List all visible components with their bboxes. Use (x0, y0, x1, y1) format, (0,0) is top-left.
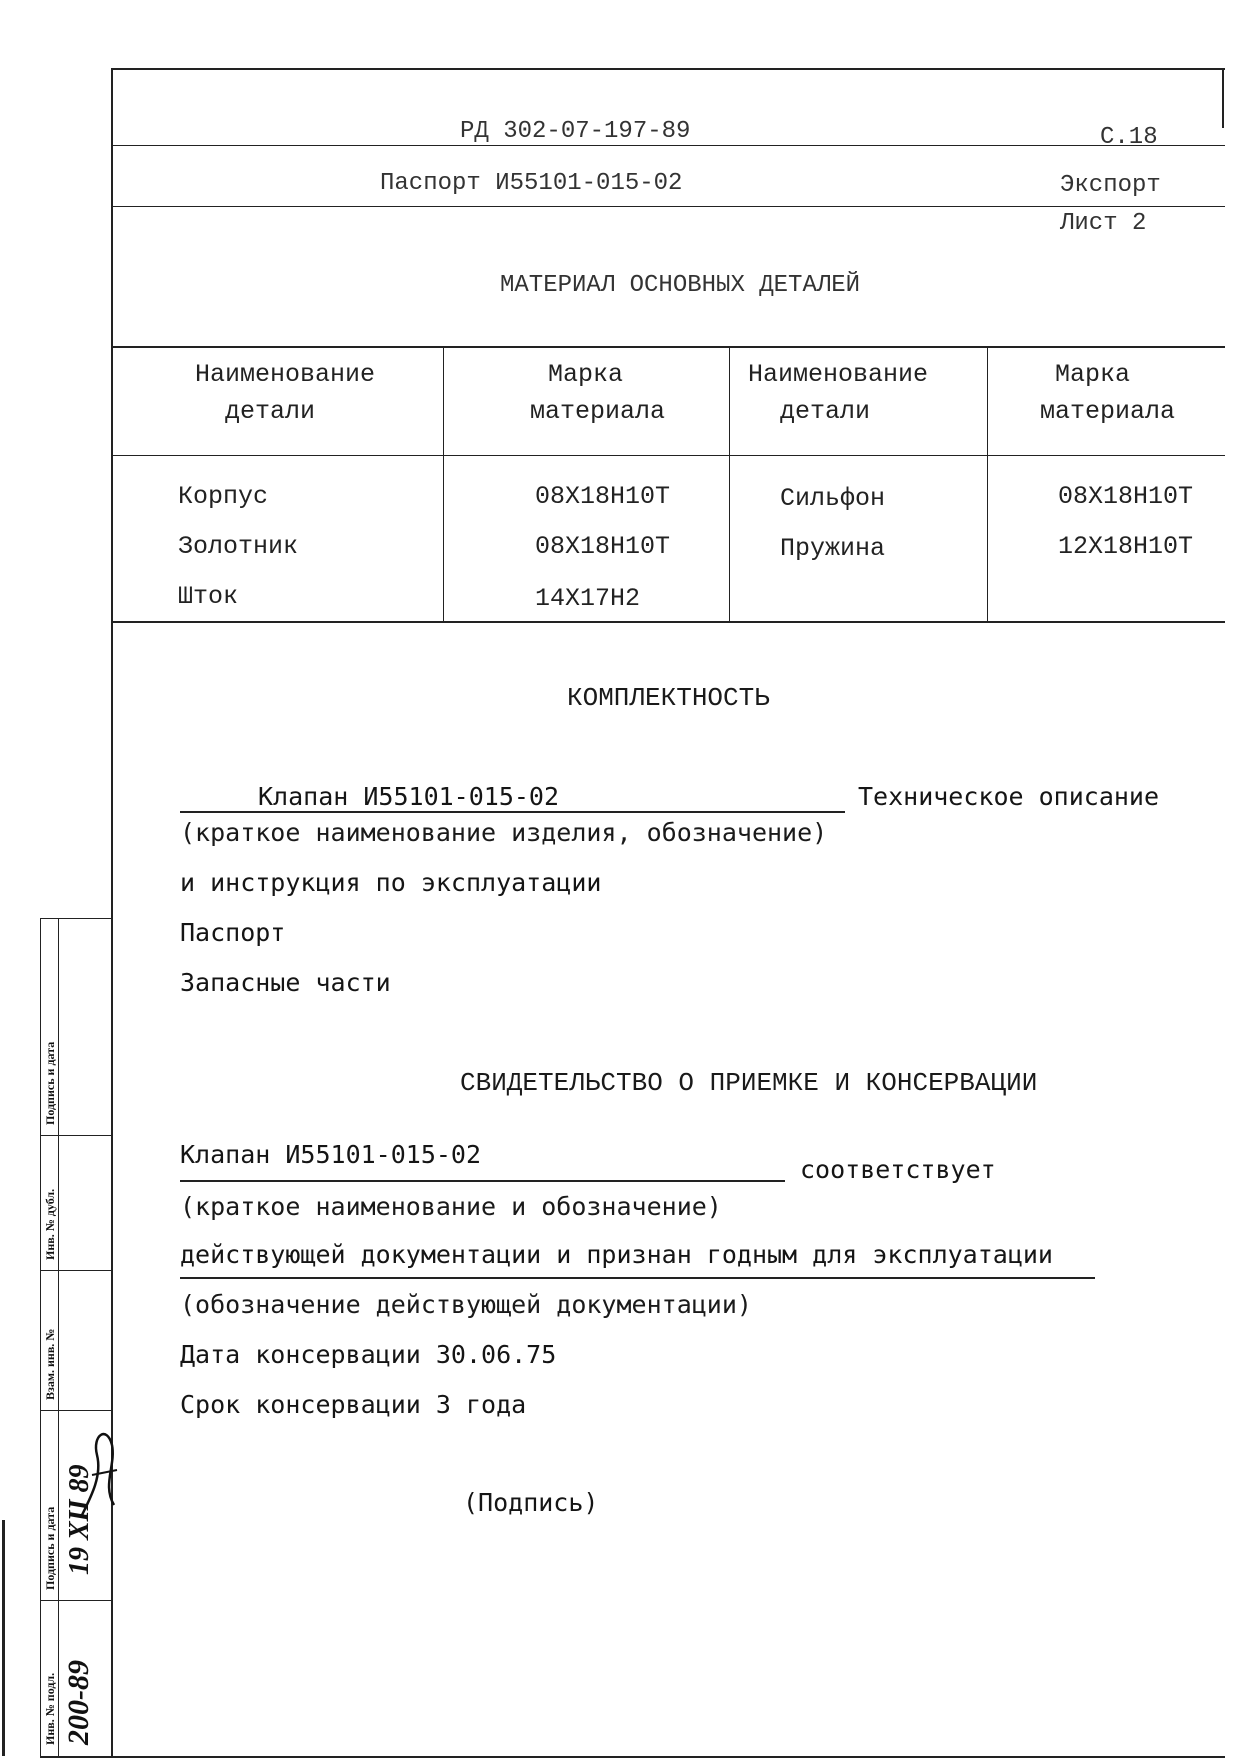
col-header-material-2-line2: материала (1040, 397, 1176, 426)
table-top-line (113, 346, 1225, 348)
row-part-1: Корпус (178, 482, 269, 511)
materials-title: МАТЕРИАЛ ОСНОВНЫХ ДЕТАЛЕЙ (500, 272, 861, 299)
col-header-material-2-line1: Марка (1055, 360, 1131, 389)
stamp-divider-2 (40, 1270, 111, 1271)
row-material-1: 08Х18Н10Т (535, 532, 671, 561)
conservation-term: Срок консервации 3 года (180, 1390, 527, 1419)
stamp-divider-1 (40, 1135, 111, 1136)
completeness-line-2: и инструкция по эксплуатации (180, 868, 602, 897)
stamp-label-inv-dup: Инв. № дубл. (43, 1188, 57, 1260)
sheet-label: Лист 2 (1060, 210, 1147, 237)
row-material-2: 12Х18Н10Т (1058, 532, 1194, 561)
completeness-tech-desc: Техническое описание (858, 782, 1160, 811)
header-line-2 (113, 206, 1225, 207)
completeness-caption: (краткое наименование изделия, обозначение) (180, 818, 828, 847)
frame-top-line (113, 68, 1225, 70)
completeness-product-underline (180, 811, 845, 813)
col-header-part-1-line1: Наименование (195, 360, 376, 389)
stamp-left-line (40, 918, 41, 1756)
certificate-title: СВИДЕТЕЛЬСТВО О ПРИЕМКЕ И КОНСЕРВАЦИИ (460, 1068, 1038, 1098)
table-col-divider-2 (729, 348, 730, 622)
passport-title: Паспорт И55101-015-02 (380, 170, 683, 197)
export-label: Экспорт (1060, 172, 1161, 199)
stamp-label-sign-date-1: Подпись и дата (43, 1506, 57, 1590)
certificate-product: Клапан И55101-015-02 (180, 1140, 482, 1169)
frame-bottom-line (40, 1756, 1225, 1758)
stamp-divider-4 (40, 1600, 111, 1601)
col-header-part-2-line1: Наименование (748, 360, 929, 389)
completeness-line-4: Запасные части (180, 968, 391, 997)
page-number: С.18 (1100, 124, 1158, 151)
signature-label: (Подпись) (463, 1488, 599, 1517)
certificate-caption-2: (обозначение действующей документации) (180, 1290, 752, 1319)
stamp-thick-edge (2, 1520, 5, 1756)
table-col-divider-1 (443, 348, 444, 622)
row-part-1: Золотник (178, 532, 299, 561)
col-header-part-1-line2: детали (225, 397, 316, 426)
row-part-1: Шток (178, 582, 239, 611)
col-header-part-2-line2: детали (780, 397, 871, 426)
certificate-caption-1: (краткое наименование и обозначение) (180, 1192, 722, 1221)
row-part-2: Сильфон (780, 484, 886, 513)
stamp-mid-line (58, 918, 59, 1756)
handwritten-signature-icon (72, 1415, 122, 1525)
table-header-bottom-line (113, 455, 1225, 456)
certificate-docs-underline (180, 1277, 1095, 1279)
stamp-sign-date: 19 XII 89 (64, 1464, 95, 1575)
stamp-label-sign-date-2: Подпись и дата (43, 1041, 57, 1125)
completeness-title: КОМПЛЕКТНОСТЬ (567, 683, 770, 713)
table-bottom-line (113, 621, 1225, 623)
completeness-product: Клапан И55101-015-02 (258, 782, 560, 811)
conservation-date: Дата консервации 30.06.75 (180, 1340, 557, 1369)
stamp-label-replace-inv: Взам. инв. № (43, 1328, 57, 1400)
frame-right-line (1222, 68, 1224, 128)
certificate-docs: действующей документации и признан годным для эксплуатации (180, 1240, 1053, 1269)
row-material-1: 14Х17Н2 (535, 584, 641, 613)
col-header-material-1-line2: материала (530, 397, 666, 426)
row-material-2: 08Х18Н10Т (1058, 482, 1194, 511)
doc-code: РД 302-07-197-89 (460, 118, 691, 145)
row-material-1: 08Х18Н10Т (535, 482, 671, 511)
certificate-product-underline (180, 1180, 785, 1182)
row-part-2: Пружина (780, 534, 886, 563)
table-col-divider-3 (987, 348, 988, 622)
certificate-conforms: соответствует (800, 1155, 996, 1184)
stamp-top-line (40, 918, 111, 919)
col-header-material-1-line1: Марка (548, 360, 624, 389)
stamp-divider-3 (40, 1410, 111, 1411)
stamp-label-inv-orig: Инв. № подл. (43, 1672, 57, 1745)
header-line-1 (113, 145, 1225, 146)
completeness-line-3: Паспорт (180, 918, 286, 947)
stamp-inv-number: 200-89 (62, 1660, 95, 1745)
